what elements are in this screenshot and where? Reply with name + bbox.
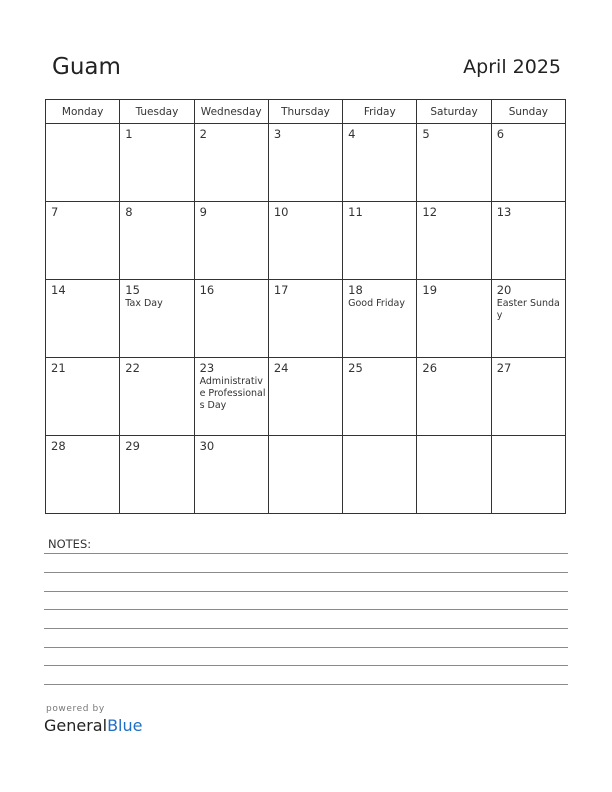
day-cell[interactable] (120, 280, 194, 358)
day-cell[interactable] (194, 202, 268, 280)
day-number: 3 (273, 127, 282, 141)
note-line (44, 628, 568, 629)
day-number (492, 436, 565, 439)
weekday-header: Thursday (268, 100, 342, 124)
day-number: 28 (51, 439, 66, 453)
day-number: 9 (199, 205, 207, 219)
day-number: 1 (125, 127, 133, 141)
day-number: 2 (199, 127, 207, 141)
calendar-region-title: Guam (52, 54, 121, 80)
day-number: 21 (51, 361, 66, 375)
day-number: 6 (496, 127, 505, 141)
calendar-month-title: April 2025 (463, 56, 561, 78)
holiday-label: Good Friday (348, 298, 405, 309)
day-cell[interactable] (343, 358, 417, 436)
day-cell[interactable] (343, 202, 417, 280)
day-number (417, 436, 490, 439)
day-cell[interactable] (194, 124, 268, 202)
note-line (44, 609, 568, 610)
day-number: 17 (273, 283, 289, 297)
note-line (44, 684, 568, 685)
day-cell[interactable] (120, 358, 194, 436)
logo-general: General (44, 716, 108, 735)
day-number: 14 (51, 283, 66, 297)
day-number: 26 (422, 361, 438, 375)
day-number: 5 (422, 127, 430, 141)
holiday-label: Tax Day (125, 298, 163, 309)
day-number: 15 (125, 283, 140, 297)
day-cell[interactable] (491, 280, 565, 358)
note-line (44, 665, 568, 666)
day-number: 10 (273, 205, 289, 219)
note-line (44, 647, 568, 648)
day-cell[interactable] (46, 280, 120, 358)
day-number: 20 (496, 283, 512, 297)
weekday-header: Monday (46, 100, 120, 124)
calendar-week-row (46, 202, 566, 280)
day-cell[interactable] (417, 124, 491, 202)
note-line (44, 591, 568, 592)
day-cell[interactable] (194, 358, 268, 436)
weekday-header: Tuesday (120, 100, 194, 124)
calendar-week-row (46, 436, 566, 514)
day-cell[interactable] (194, 280, 268, 358)
note-line (44, 572, 568, 573)
generalblue-logo[interactable] (44, 716, 142, 735)
logo-blue: Blue (107, 716, 143, 735)
day-cell[interactable] (46, 124, 120, 202)
day-cell[interactable] (46, 358, 120, 436)
day-number (46, 124, 119, 127)
day-number: 4 (348, 127, 356, 141)
day-number: 16 (199, 283, 215, 297)
note-line (44, 553, 568, 554)
day-cell[interactable] (343, 280, 417, 358)
day-number: 27 (496, 361, 512, 375)
day-number: 24 (273, 361, 289, 375)
day-cell[interactable] (417, 358, 491, 436)
powered-by-text: powered by (46, 704, 105, 714)
notes-label: NOTES: (48, 537, 92, 551)
weekday-header: Friday (343, 100, 417, 124)
day-cell[interactable] (491, 358, 565, 436)
calendar-week-row (46, 124, 566, 202)
day-number: 8 (125, 205, 133, 219)
weekday-header-row (46, 100, 566, 124)
day-cell[interactable] (268, 280, 342, 358)
day-cell[interactable] (343, 436, 417, 514)
day-number (343, 436, 416, 439)
holiday-label: Administrative Professionals Day (199, 376, 266, 411)
day-number: 19 (422, 283, 438, 297)
day-cell[interactable] (417, 436, 491, 514)
day-cell[interactable] (417, 280, 491, 358)
day-number: 12 (422, 205, 438, 219)
day-number: 11 (348, 205, 363, 219)
day-cell[interactable] (46, 436, 120, 514)
day-cell[interactable] (268, 436, 342, 514)
day-number: 25 (348, 361, 363, 375)
day-cell[interactable] (194, 436, 268, 514)
weekday-header: Wednesday (194, 100, 268, 124)
day-cell[interactable] (491, 124, 565, 202)
day-number: 29 (125, 439, 140, 453)
day-cell[interactable] (120, 124, 194, 202)
weekday-header: Saturday (417, 100, 491, 124)
day-number: 13 (496, 205, 512, 219)
day-cell[interactable] (46, 202, 120, 280)
day-cell[interactable] (120, 436, 194, 514)
calendar-week-row (46, 358, 566, 436)
day-cell[interactable] (120, 202, 194, 280)
day-number: 22 (125, 361, 140, 375)
day-cell[interactable] (343, 124, 417, 202)
day-number: 23 (199, 361, 215, 375)
calendar-week-row (46, 280, 566, 358)
day-number (269, 436, 342, 439)
day-cell[interactable] (268, 202, 342, 280)
day-cell[interactable] (491, 202, 565, 280)
day-cell[interactable] (268, 124, 342, 202)
weekday-header: Sunday (491, 100, 565, 124)
day-cell[interactable] (268, 358, 342, 436)
day-cell[interactable] (417, 202, 491, 280)
calendar-grid (45, 99, 566, 514)
day-cell[interactable] (491, 436, 565, 514)
day-number: 30 (199, 439, 215, 453)
holiday-label: Easter Sunday (496, 298, 560, 321)
day-number: 18 (348, 283, 363, 297)
day-number: 7 (51, 205, 59, 219)
